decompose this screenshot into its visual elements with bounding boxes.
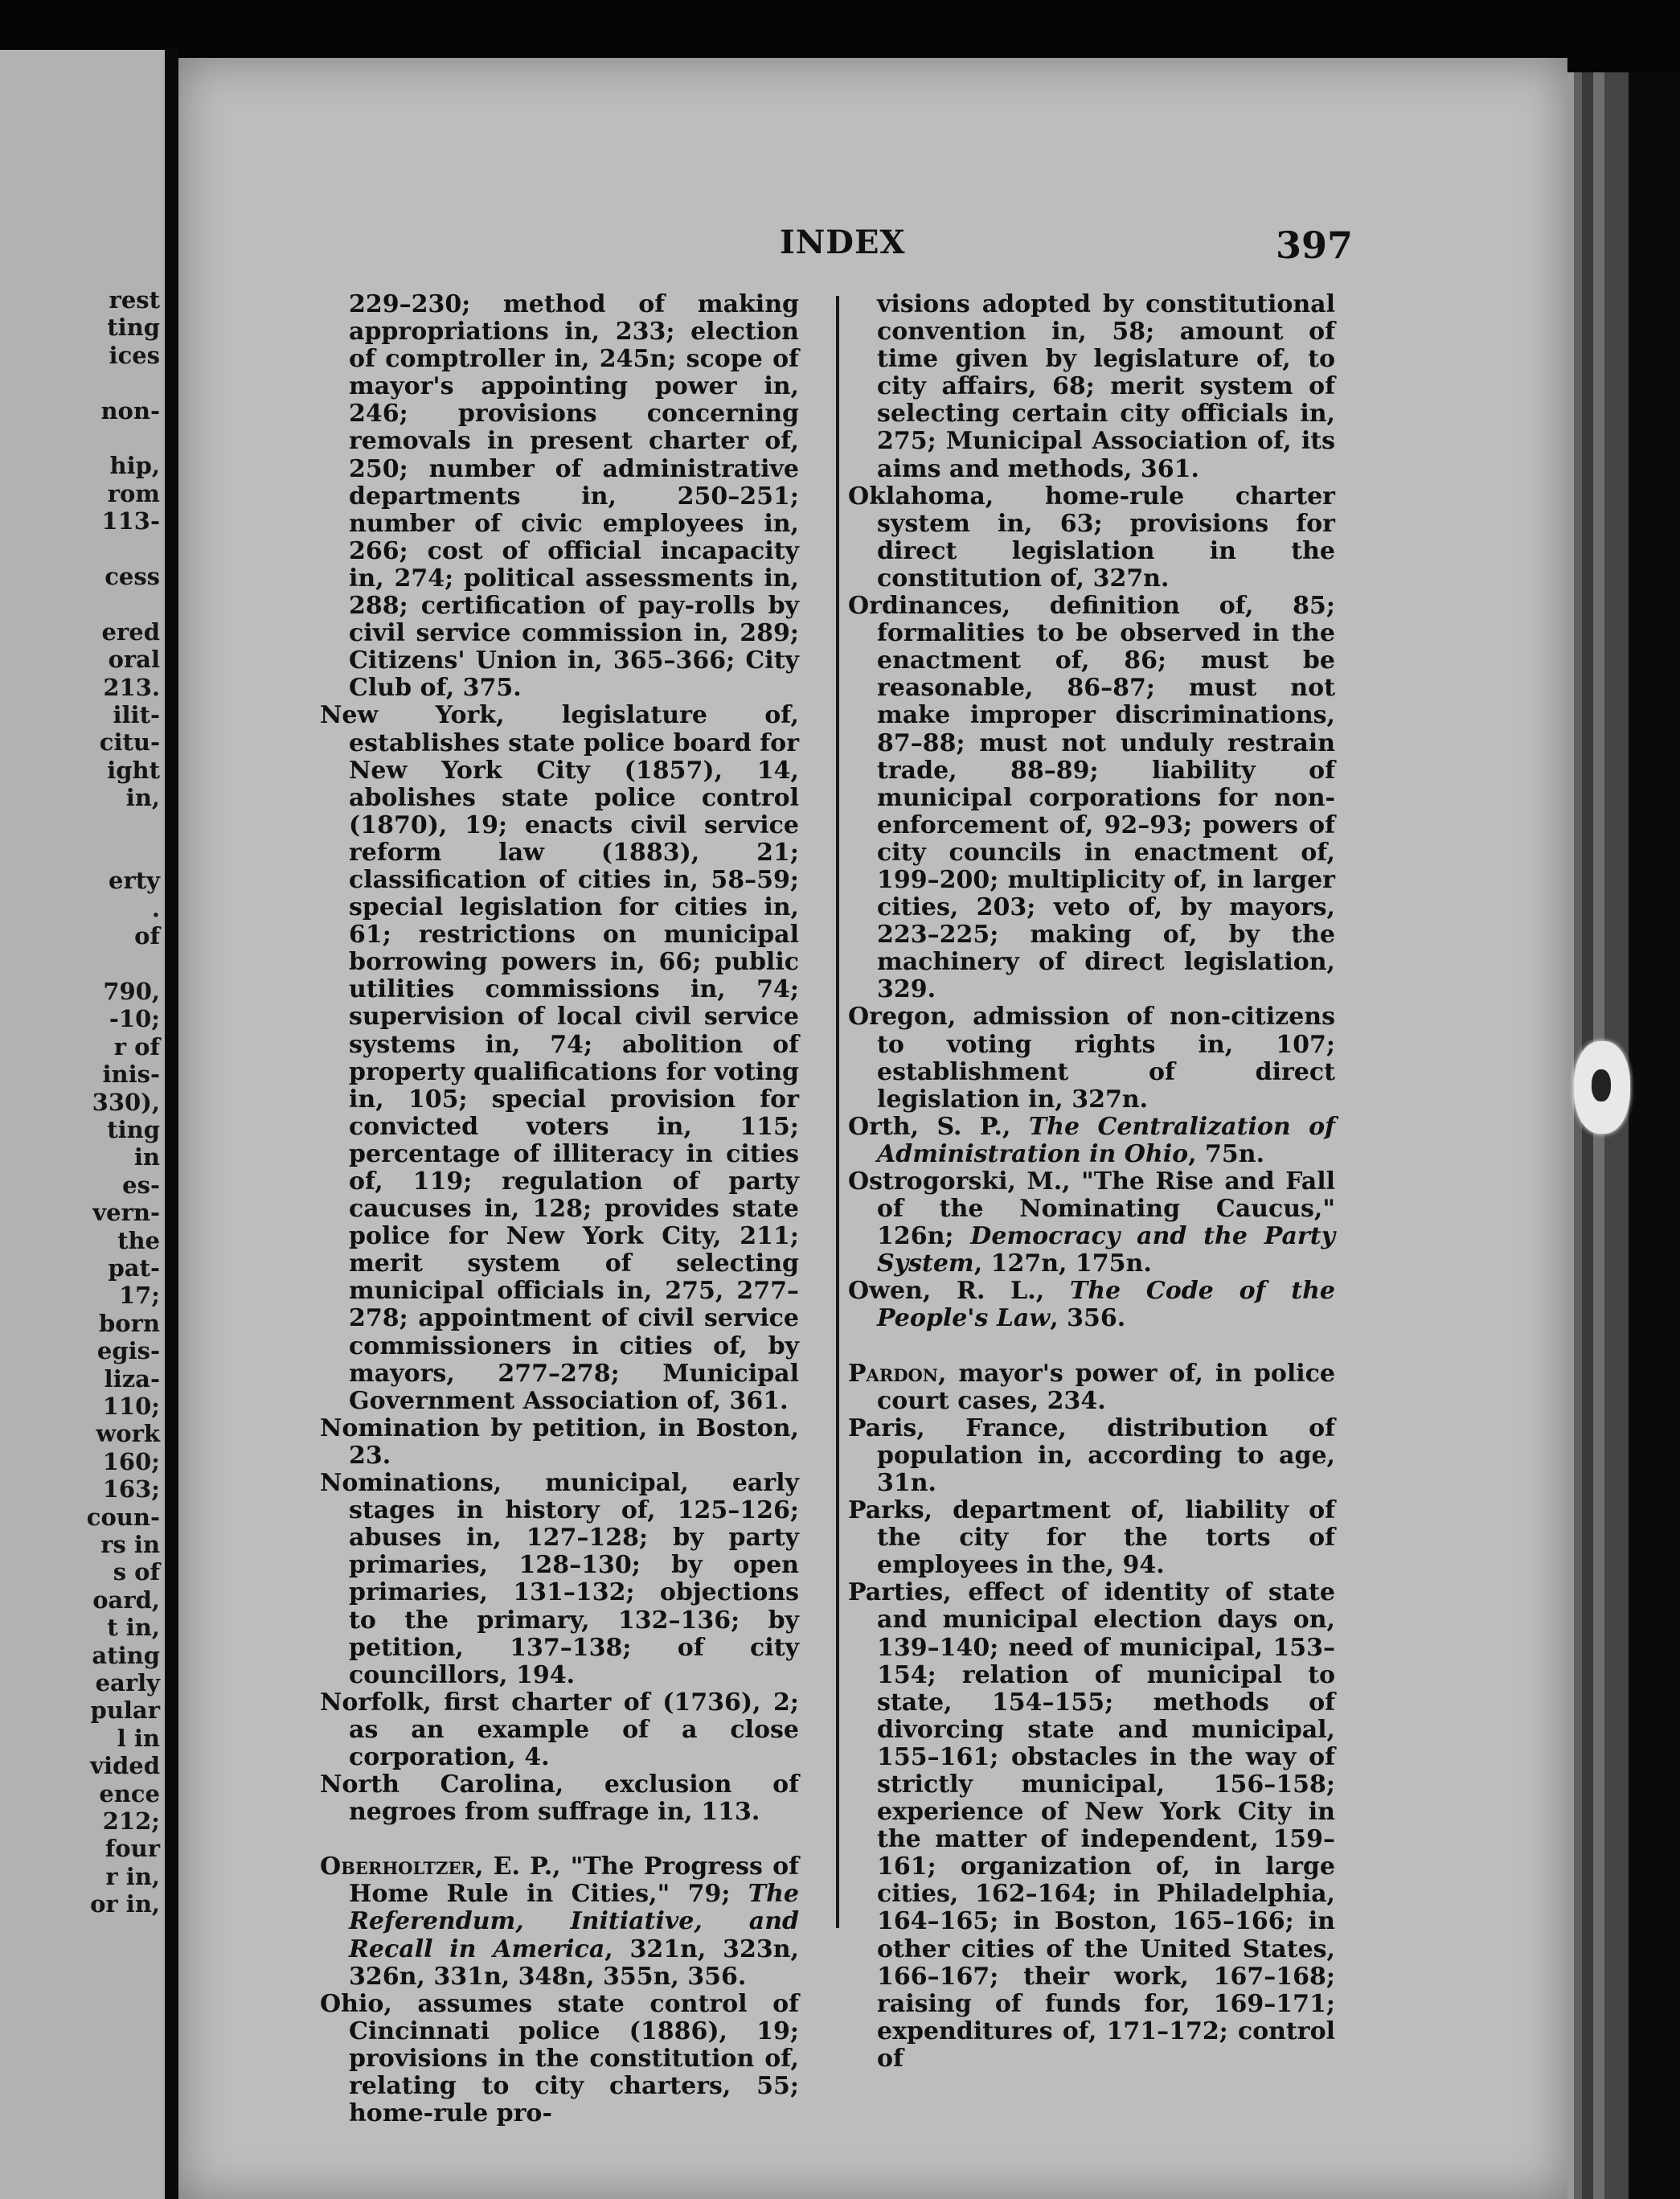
entry-text: , E. P., "The Progress of Home Rule in Cities," 79; xyxy=(349,1852,799,1909)
index-entry xyxy=(848,1168,1335,1278)
previous-page-fragment: or in, xyxy=(90,1890,160,1918)
page-number: 397 xyxy=(1276,224,1354,267)
previous-page-fragment: ting xyxy=(107,314,160,342)
previous-page-fragment: ilit- xyxy=(113,701,160,728)
entry-text: Parties, effect of identity of state and municipal election days on, 139–140; need of municipal, 153–154; relation of municipal to state, 154–155; methods of divorcing state and municipal, 155–161; obstacles in the way of strictly municipal, 156–158; experience of New York City in the matter of independent, 159–161; organization of, in large cities, 162–164; in Philadelphia, 164–165; in Boston, 165–166; in other cities of the United States, 166–167; their work, 167–168; raising of funds for, 169–171; expenditures of, 171–172; control of xyxy=(848,1578,1335,2073)
entry-text: Oklahoma, home-rule charter system in, 63; provisions for direct legislation in the constitution of, 327n. xyxy=(848,482,1335,593)
index-entry-continued xyxy=(320,291,799,702)
previous-page-fragment: -10; xyxy=(109,1005,160,1033)
entry-text: , mayor's power of, in police court cases, 234. xyxy=(877,1359,1335,1415)
previous-page-fragment: ting xyxy=(107,1116,160,1143)
previous-page-fragment: non- xyxy=(100,396,160,425)
previous-page-fragment: pat- xyxy=(108,1254,160,1282)
entry-text: New York, legislature of, establishes state police board for New York City (1857), 14, abolishes state police control (1870), 19; enacts civil service reform law (1883), 21; classification of cities in, 58–59; special legislation for cities in, 61; restrictions on municipal borrowing powers in, 66; public utilities commissions in, 74; supervision of local civil service systems in, 74; abolition of property qualifications for voting in, 105; special provision for convicted voters in, 115; percentage of illiteracy in cities of, 119; regulation of party caucuses in, 128; provides state police for New York City, 211; merit system of selecting municipal officials in, 275, 277–278; appointment of civil service commissioners in cities of, by mayors, 277–278; Municipal Government Association of, 361. xyxy=(320,701,799,1415)
entry-pages: , 356. xyxy=(1050,1304,1126,1333)
previous-page-fragment: . xyxy=(151,894,160,922)
previous-page-fragment: t in, xyxy=(107,1614,160,1642)
index-entry xyxy=(848,1003,1335,1113)
entry-text: Nominations, municipal, early stages in history of, 125–126; abuses in, 127–128; by party primaries, 128–130; by open primaries, 131–132; objections to the primary, 132–136; by petition, 137–138; of city councillors, 194. xyxy=(320,1469,799,1689)
entry-text: Ordinances, definition of, 85; formalities to be observed in the enactment of, 86; must be reasonable, 86–87; must not make improper discriminations, 87–88; must not unduly restrain trade, 88–89; liability of municipal corporations for non-enforcement of, 92–93; powers of city councils in enactment of, 199–200; multiplicity of, in larger cities, 203; veto of, by mayors, 223–225; making of, by the machinery of direct legislation, 329. xyxy=(848,592,1335,1004)
index-entry-continued xyxy=(848,291,1335,483)
index-entry xyxy=(848,1114,1335,1168)
previous-page-fragment: work xyxy=(96,1420,160,1448)
previous-page-fragment: oral xyxy=(108,646,160,674)
previous-page-fragment: of xyxy=(134,922,160,950)
entry-pages: , 321n, 323n, 326n, 331n, 348n, 355n, 356. xyxy=(349,1934,799,1991)
index-entry xyxy=(320,702,799,1414)
index-entry xyxy=(848,1579,1335,2073)
index-entry xyxy=(320,1991,799,2127)
previous-page-fragment: 163; xyxy=(102,1475,160,1504)
index-entry xyxy=(848,1278,1335,1332)
entry-text: 229–230; method of making appropriations in, 233; election of comptroller in, 245n; scope of mayor's appointing power in, 246; provisions concerning removals in present charter of, 250; number of administrative departments in, 250–251; number of civic employees in, 266; cost of official incapacity in, 274; political assessments in, 288; certification of pay-rolls by civil service commission in, 289; Citizens' Union in, 365–366; City Club of, 375. xyxy=(349,290,799,703)
entry-text: North Carolina, exclusion of negroes from suffrage in, 113. xyxy=(320,1770,799,1827)
entry-text: visions adopted by constitutional convention in, 58; amount of time given by legislature of, to city affairs, 68; merit system of selecting certain city officials in, 275; Municipal Association of, its aims and methods, 361. xyxy=(877,290,1335,483)
index-entry xyxy=(848,1360,1335,1415)
previous-page-fragment: early xyxy=(95,1669,160,1696)
previous-page-fragment: 213. xyxy=(103,673,160,701)
index-entry xyxy=(848,1497,1335,1579)
page-edge-strips xyxy=(1567,72,1680,2199)
previous-page-fragment: egis- xyxy=(96,1337,160,1365)
previous-page-fragment: 330), xyxy=(92,1088,160,1116)
previous-page-fragment: 17; xyxy=(118,1282,160,1310)
previous-page-fragment: s of xyxy=(113,1558,160,1586)
previous-page-fragment: r in, xyxy=(105,1862,160,1890)
column-divider xyxy=(836,296,839,1928)
entry-text: Nomination by petition, in Boston, 23. xyxy=(320,1413,799,1470)
entry-text: Ohio, assumes state control of Cincinnati police (1886), 19; provisions in the constitution of, relating to city charters, 55; home-rule pro- xyxy=(320,1989,799,2128)
previous-page-fragment: ered xyxy=(101,617,160,646)
index-entry xyxy=(848,593,1335,1003)
entry-pages: , 75n. xyxy=(1188,1139,1265,1168)
previous-page-fragment: cess xyxy=(104,563,160,590)
previous-page-edge xyxy=(0,50,165,2199)
previous-page-fragment: ence xyxy=(99,1779,160,1807)
previous-page-fragment: the xyxy=(117,1226,160,1254)
entry-pages: , 127n, 175n. xyxy=(973,1249,1152,1278)
entry-text: Parks, department of, liability of the city for the torts of employees in the, 94. xyxy=(848,1496,1335,1580)
entry-title-italic: The Referendum, Initiative, and Recall in America xyxy=(349,1880,799,1963)
previous-page-fragment: 212; xyxy=(102,1807,160,1835)
previous-page-fragment: 110; xyxy=(102,1393,160,1420)
previous-page-fragment: oard, xyxy=(92,1586,160,1614)
previous-page-fragment: es- xyxy=(122,1171,160,1199)
entry-lead-word: Pardon xyxy=(848,1359,939,1388)
previous-page-fragment: l in xyxy=(117,1724,160,1752)
index-entry xyxy=(320,1689,799,1771)
section-spacer xyxy=(848,1333,1335,1360)
index-entry xyxy=(848,1415,1335,1497)
index-column-right xyxy=(848,291,1335,2073)
previous-page-fragment: 160; xyxy=(102,1447,160,1475)
entry-text: Ostrogorski, M., "The Rise and Fall of the Nominating Caucus," 126n; xyxy=(848,1167,1335,1251)
index-column-left xyxy=(320,291,799,2127)
previous-page-fragment: rest xyxy=(109,286,160,314)
previous-page-fragment: coun- xyxy=(86,1503,160,1531)
previous-page-fragment: born xyxy=(99,1309,160,1337)
previous-page-fragment: ating xyxy=(92,1641,160,1669)
previous-page-fragment: r of xyxy=(113,1032,160,1061)
previous-page-fragment: citu- xyxy=(99,728,160,757)
previous-page-fragment: in xyxy=(133,1143,160,1171)
previous-page-fragment: four xyxy=(104,1835,160,1863)
index-entry xyxy=(320,1470,799,1689)
entry-text: Oregon, admission of non-citizens to voting rights in, 107; establishment of direct legislation in, 327n. xyxy=(848,1003,1335,1114)
entry-text: Owen, R. L., xyxy=(848,1277,1070,1306)
running-header: INDEX xyxy=(780,224,906,261)
previous-page-fragment: hip, xyxy=(109,452,160,480)
index-entry xyxy=(320,1853,799,1990)
entry-text: Norfolk, first charter of (1736), 2; as an example of a close corporation, 4. xyxy=(320,1688,799,1771)
previous-page-fragment: inis- xyxy=(102,1061,160,1089)
entry-title-italic: Democracy and the Party System xyxy=(877,1222,1335,1278)
index-entry xyxy=(320,1415,799,1470)
previous-page-fragment: rom xyxy=(107,479,160,507)
page-damage-spot xyxy=(1574,1041,1630,1134)
previous-page-fragment: ices xyxy=(109,341,160,369)
entry-title-italic: The Centralization of Administration in Ohio xyxy=(877,1112,1335,1168)
entry-text: Orth, S. P., xyxy=(848,1112,1029,1141)
previous-page-fragment: vern- xyxy=(92,1199,160,1227)
book-gutter xyxy=(165,48,178,2199)
previous-page-fragment: rs in xyxy=(100,1531,160,1558)
previous-page-fragment: 113- xyxy=(101,507,160,535)
entry-text: Paris, France, distribution of population in, according to age, 31n. xyxy=(848,1413,1335,1497)
previous-page-fragment: in, xyxy=(125,784,160,812)
section-spacer xyxy=(320,1826,799,1853)
previous-page-fragment: 790, xyxy=(103,978,160,1005)
previous-page-fragment: ight xyxy=(107,756,160,784)
previous-page-fragment: pular xyxy=(90,1696,160,1725)
index-entry xyxy=(320,1771,799,1826)
index-entry xyxy=(848,483,1335,593)
entry-lead-word: Oberholtzer xyxy=(320,1852,475,1881)
previous-page-fragment: liza- xyxy=(104,1364,160,1393)
entry-title-italic: The Code of the People's Law xyxy=(877,1277,1335,1333)
previous-page-fragment: vided xyxy=(90,1752,160,1780)
previous-page-fragment: erty xyxy=(109,867,160,895)
